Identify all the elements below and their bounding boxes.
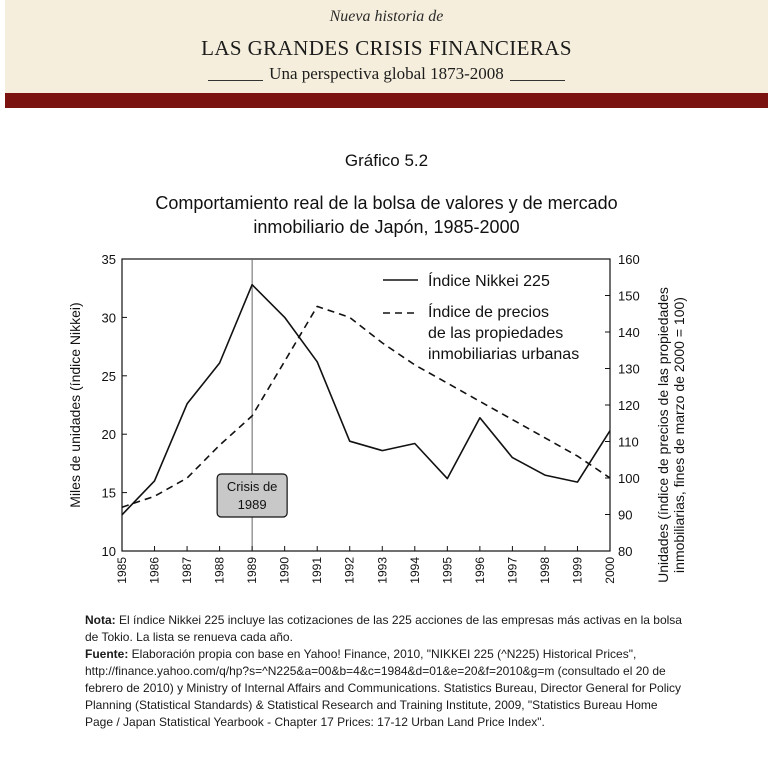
note-paragraph xyxy=(85,612,685,646)
left-y-tick-label: 10 xyxy=(101,544,116,559)
figure-title-line1: Comportamiento real de la bolsa de valores y de mercado xyxy=(155,193,618,213)
note-text: El índice Nikkei 225 incluye las cotizaciones de las 225 acciones de las empresas más activas en la bolsa de Tokio. La lista se renueva cada año. xyxy=(85,613,682,644)
x-tick-label: 1989 xyxy=(245,557,260,584)
x-tick-label: 1998 xyxy=(537,557,552,584)
left-y-tick-label: 35 xyxy=(101,252,116,267)
book-subtitle-row xyxy=(5,64,768,84)
x-tick-label: 1987 xyxy=(180,557,195,584)
right-y-tick-label: 140 xyxy=(618,325,640,340)
x-tick-label: 1997 xyxy=(505,557,520,584)
book-header xyxy=(5,0,768,93)
legend-label-property-index-line: Índice de precios xyxy=(428,304,549,321)
legend-label-property-index-line: de las propiedades xyxy=(428,325,564,342)
left-y-tick-label: 30 xyxy=(101,310,116,326)
figure-number: Gráfico 5.2 xyxy=(344,151,429,170)
source-label: Fuente: xyxy=(85,647,129,661)
x-tick-label: 1992 xyxy=(342,557,357,584)
source-text: Elaboración propia con base en Yahoo! Finance, 2010, "NIKKEI 225 (^N225) Historical Prices", http://finance.yahoo.com/q/hp?s=^N225&a=00&b=4&c=1984&d=01&e=20&f=2010&g=m (consultado el 20 de febrero de 2010) y Ministry of Internal Affairs and Communications. Statistics Bureau, Director General for Policy Planning (Statistical Standards) & Statistical Research and Training Institute, 2009, "Statistics Bureau Home Page / Japan Statistical Yearbook - Chapter 17 Prices: 17-12 Urban Land Price Index". xyxy=(85,647,682,729)
legend-label-property-index-line: inmobiliarias urbanas xyxy=(428,346,580,363)
right-y-tick-label: 130 xyxy=(618,361,640,377)
x-tick-label: 1999 xyxy=(570,557,585,584)
x-tick-label: 1993 xyxy=(375,557,390,584)
crisis-annotation-line1: Crisis de xyxy=(226,479,278,494)
figure-title-line2: inmobiliario de Japón, 1985-2000 xyxy=(253,217,520,237)
right-axis-title-line2: inmobiliarias, fines de marzo de 2000 = 100) xyxy=(671,297,687,573)
right-y-tick-label: 120 xyxy=(618,398,640,413)
x-tick-label: 1994 xyxy=(407,557,422,584)
crisis-annotation-line2: 1989 xyxy=(237,497,267,512)
right-y-tick-label: 80 xyxy=(618,544,633,559)
subtitle-rule-right xyxy=(510,80,565,81)
book-title: LAS GRANDES CRISIS FINANCIERAS xyxy=(201,36,572,60)
subtitle-rule-left xyxy=(208,80,263,81)
right-y-tick-label: 90 xyxy=(618,507,633,523)
figure-title xyxy=(90,191,683,239)
header-band xyxy=(5,93,768,108)
x-tick-label: 1991 xyxy=(310,557,325,584)
left-y-tick-label: 20 xyxy=(101,427,116,443)
right-axis-title-line1: Unidades (índice de precios de las propiedades xyxy=(655,287,671,583)
book-subtitle: Una perspectiva global 1873-2008 xyxy=(269,64,504,83)
right-y-tick-label: 160 xyxy=(618,252,640,267)
right-y-tick-label: 110 xyxy=(618,434,639,450)
x-tick-label: 1986 xyxy=(147,557,162,584)
x-tick-label: 1985 xyxy=(115,557,129,584)
left-y-tick-label: 15 xyxy=(101,485,116,501)
right-y-tick-label: 100 xyxy=(618,471,640,486)
x-tick-label: 1995 xyxy=(440,557,455,584)
notes xyxy=(85,612,685,731)
source-paragraph xyxy=(85,646,685,731)
plot-frame xyxy=(122,259,610,551)
legend-label-nikkei: Índice Nikkei 225 xyxy=(428,273,550,290)
x-tick-label: 1996 xyxy=(472,557,487,584)
chart xyxy=(0,245,773,605)
x-tick-label: 1988 xyxy=(212,557,227,584)
x-tick-label: 1990 xyxy=(277,557,292,584)
note-label: Nota: xyxy=(85,613,116,627)
x-tick-label: 2000 xyxy=(603,557,617,584)
book-supertitle: Nueva historia de xyxy=(329,8,444,25)
left-y-tick-label: 25 xyxy=(101,368,116,384)
right-y-tick-label: 150 xyxy=(618,288,640,304)
left-axis-title: Miles de unidades (índice Nikkei) xyxy=(67,302,83,508)
